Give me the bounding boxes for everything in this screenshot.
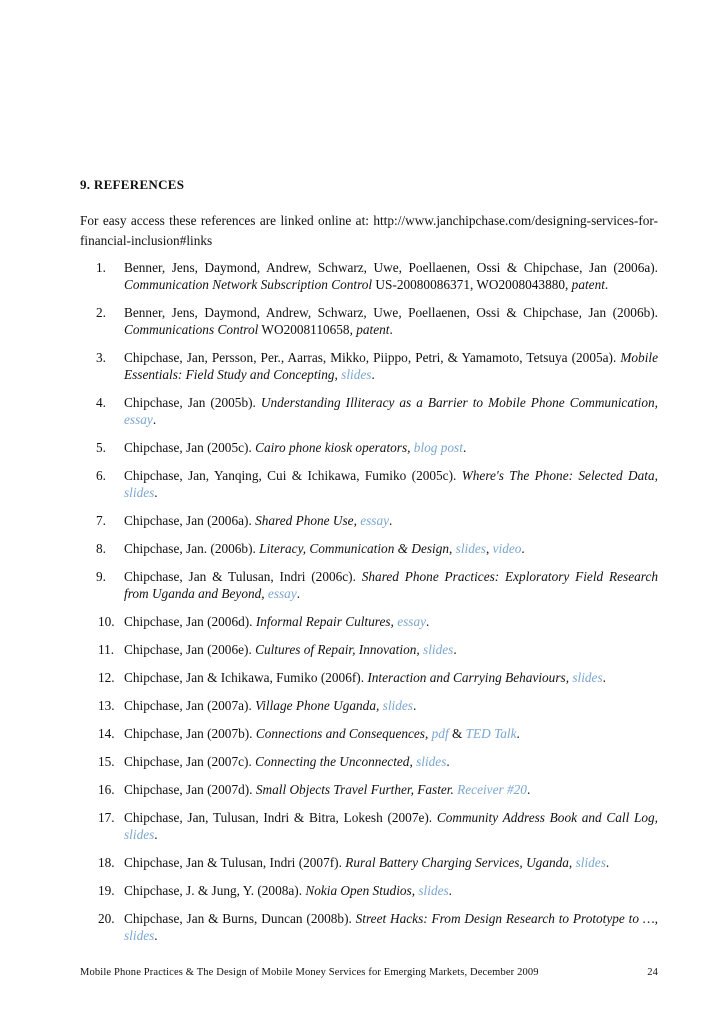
reference-title: Shared Phone Use bbox=[255, 513, 354, 528]
reference-item bbox=[80, 697, 658, 714]
reference-link[interactable]: slides bbox=[382, 698, 413, 713]
reference-title: Street Hacks: From Design Research to Prototype to … bbox=[355, 911, 655, 926]
reference-end: . bbox=[426, 614, 430, 629]
reference-number: 18. bbox=[98, 855, 115, 870]
reference-authors: Chipchase, Jan, Yanqing, Cui & Ichikawa, Fumiko (2005c). bbox=[124, 468, 462, 483]
reference-title: Literacy, Communication & Design bbox=[259, 541, 450, 556]
reference-authors: Benner, Jens, Daymond, Andrew, Schwarz, Uwe, Poellaenen, Ossi & Chipchase, Jan (2006b). bbox=[124, 305, 658, 320]
reference-title: Interaction and Carrying Behaviours bbox=[367, 670, 566, 685]
intro-paragraph: For easy access these references are linked online at: http://www.janchipchase.com/designing-services-for-financial-inclusion#links bbox=[80, 213, 658, 248]
reference-authors: Chipchase, Jan (2005c). bbox=[124, 440, 256, 455]
reference-separator: . bbox=[450, 782, 458, 797]
reference-number: 12. bbox=[98, 670, 115, 685]
reference-authors: Chipchase, Jan (2007d). bbox=[124, 782, 256, 797]
reference-authors: Chipchase, Jan (2006e). bbox=[124, 642, 256, 657]
reference-number: 17. bbox=[98, 810, 115, 825]
footer-text: Mobile Phone Practices & The Design of Mobile Money Services for Emerging Markets, December 2009 bbox=[80, 967, 539, 978]
reference-authors: Chipchase, Jan (2006a). bbox=[124, 513, 256, 528]
reference-type: patent bbox=[356, 322, 390, 337]
reference-end: . bbox=[604, 277, 609, 292]
reference-authors: Chipchase, Jan, Persson, Per., Aarras, Mikko, Piippo, Petri, & Yamamoto, Tetsuya (2005a). bbox=[124, 350, 621, 365]
reference-item bbox=[80, 304, 658, 338]
reference-number: 15. bbox=[98, 754, 115, 769]
reference-item bbox=[80, 781, 658, 798]
reference-number: 19. bbox=[98, 883, 115, 898]
reference-authors: Chipchase, Jan (2007b). bbox=[124, 726, 256, 741]
reference-item bbox=[80, 540, 658, 557]
reference-number: 1. bbox=[96, 260, 106, 275]
reference-number: 10. bbox=[98, 614, 115, 629]
reference-separator: , bbox=[654, 911, 658, 926]
reference-identifiers: WO2008110658, bbox=[258, 322, 357, 337]
reference-list bbox=[80, 259, 658, 955]
reference-title: Mobile Essentials: Field Study and Concepting bbox=[124, 350, 658, 382]
reference-link[interactable]: slides bbox=[455, 541, 486, 556]
reference-number: 6. bbox=[96, 468, 106, 483]
reference-title: Community Address Book and Call Log bbox=[436, 810, 655, 825]
reference-link[interactable]: slides bbox=[418, 883, 449, 898]
reference-title: Connections and Consequences bbox=[255, 726, 425, 741]
reference-number: 13. bbox=[98, 698, 115, 713]
reference-link[interactable]: slides bbox=[124, 928, 155, 943]
reference-end: . bbox=[462, 440, 467, 455]
reference-item bbox=[80, 725, 658, 742]
reference-authors: Chipchase, Jan (2007a). bbox=[124, 698, 256, 713]
reference-separator: , bbox=[353, 513, 361, 528]
reference-authors: Chipchase, Jan & Burns, Duncan (2008b). bbox=[124, 911, 356, 926]
reference-separator: , bbox=[390, 614, 398, 629]
reference-authors: Chipchase, Jan & Tulusan, Indri (2007f). bbox=[124, 855, 346, 870]
reference-number: 9. bbox=[96, 569, 106, 584]
reference-link[interactable]: slides bbox=[124, 827, 155, 842]
reference-title: Small Objects Travel Further, Faster bbox=[255, 782, 451, 797]
reference-number: 5. bbox=[96, 440, 106, 455]
reference-authors: Chipchase, Jan & Tulusan, Indri (2006c). bbox=[124, 569, 362, 584]
reference-number: 8. bbox=[96, 541, 106, 556]
reference-separator: , bbox=[407, 440, 414, 455]
reference-link[interactable]: essay bbox=[397, 614, 427, 629]
reference-end: . bbox=[152, 412, 157, 427]
reference-authors: Chipchase, Jan & Ichikawa, Fumiko (2006f). bbox=[124, 670, 368, 685]
reference-item bbox=[80, 568, 658, 602]
reference-number: 14. bbox=[98, 726, 115, 741]
reference-number: 11. bbox=[98, 642, 115, 657]
reference-link[interactable]: blog post bbox=[413, 440, 463, 455]
reference-item bbox=[80, 349, 658, 383]
reference-authors: Chipchase, Jan. (2006b). bbox=[124, 541, 260, 556]
reference-item bbox=[80, 809, 658, 843]
reference-end: . bbox=[154, 485, 158, 500]
reference-end: . bbox=[521, 541, 525, 556]
reference-end: . bbox=[296, 586, 301, 601]
reference-end: . bbox=[389, 322, 393, 337]
reference-end: . bbox=[371, 367, 375, 382]
reference-authors: Chipchase, J. & Jung, Y. (2008a). bbox=[124, 883, 306, 898]
reference-item bbox=[80, 669, 658, 686]
reference-end: . bbox=[526, 782, 531, 797]
reference-end: . bbox=[389, 513, 393, 528]
reference-link[interactable]: slides bbox=[416, 754, 447, 769]
reference-number: 4. bbox=[96, 395, 106, 410]
reference-link[interactable]: slides bbox=[423, 642, 454, 657]
reference-title: Rural Battery Charging Services, Uganda bbox=[345, 855, 569, 870]
reference-end: . bbox=[154, 827, 158, 842]
reference-authors: Chipchase, Jan (2006d). bbox=[124, 614, 256, 629]
reference-separator: , bbox=[565, 670, 573, 685]
reference-link[interactable]: slides bbox=[575, 855, 606, 870]
reference-authors: Chipchase, Jan, Tulusan, Indri & Bitra, Lokesh (2007e). bbox=[124, 810, 437, 825]
reference-separator: & bbox=[448, 726, 466, 741]
reference-number: 20. bbox=[98, 911, 115, 926]
reference-end: . bbox=[446, 754, 450, 769]
reference-end: . bbox=[154, 928, 158, 943]
reference-link[interactable]: pdf bbox=[431, 726, 449, 741]
reference-title: Village Phone Uganda bbox=[255, 698, 376, 713]
reference-separator: , bbox=[416, 642, 424, 657]
reference-separator: , bbox=[485, 541, 493, 556]
reference-separator: , bbox=[568, 855, 576, 870]
reference-separator: , bbox=[654, 468, 658, 483]
reference-end: . bbox=[516, 726, 520, 741]
reference-link[interactable]: essay bbox=[124, 412, 153, 427]
reference-item bbox=[80, 641, 658, 658]
reference-number: 3. bbox=[96, 350, 106, 365]
reference-separator: , bbox=[424, 726, 432, 741]
reference-link[interactable]: video bbox=[492, 541, 522, 556]
reference-separator: , bbox=[654, 395, 658, 410]
reference-item bbox=[80, 613, 658, 630]
reference-item bbox=[80, 259, 658, 293]
reference-end: . bbox=[453, 642, 457, 657]
reference-authors: Chipchase, Jan (2007c). bbox=[124, 754, 256, 769]
reference-identifiers: US-20080086371, WO2008043880, bbox=[372, 277, 572, 292]
reference-separator: , bbox=[409, 754, 417, 769]
reference-separator: , bbox=[375, 698, 383, 713]
reference-item bbox=[80, 882, 658, 899]
reference-title: Shared Phone Practices: Exploratory Field Research from Uganda and Beyond bbox=[124, 569, 658, 601]
reference-link[interactable]: TED Talk bbox=[465, 726, 517, 741]
reference-authors: Chipchase, Jan (2005b). bbox=[124, 395, 261, 410]
reference-title: Where's The Phone: Selected Data bbox=[461, 468, 655, 483]
reference-separator: , bbox=[334, 367, 342, 382]
page-number: 24 bbox=[647, 967, 658, 978]
reference-link[interactable]: slides bbox=[341, 367, 372, 382]
reference-item bbox=[80, 439, 658, 456]
reference-separator: , bbox=[449, 541, 456, 556]
reference-title: Nokia Open Studios bbox=[305, 883, 412, 898]
reference-link[interactable]: Receiver #20 bbox=[457, 782, 527, 797]
reference-title: Cultures of Repair, Innovation bbox=[255, 642, 417, 657]
reference-title: Understanding Illiteracy as a Barrier to Mobile Phone Communication bbox=[260, 395, 655, 410]
reference-item bbox=[80, 394, 658, 428]
reference-number: 7. bbox=[96, 513, 106, 528]
reference-end: . bbox=[448, 883, 452, 898]
reference-item bbox=[80, 910, 658, 944]
reference-item bbox=[80, 467, 658, 501]
reference-end: . bbox=[602, 670, 606, 685]
reference-end: . bbox=[605, 855, 610, 870]
reference-authors: Benner, Jens, Daymond, Andrew, Schwarz, Uwe, Poellaenen, Ossi & Chipchase, Jan (2006a). bbox=[124, 260, 658, 275]
reference-title: Connecting the Unconnected bbox=[255, 754, 410, 769]
reference-separator: , bbox=[411, 883, 419, 898]
reference-title: Communications Control bbox=[124, 322, 259, 337]
reference-link[interactable]: slides bbox=[124, 485, 155, 500]
reference-link[interactable]: slides bbox=[572, 670, 603, 685]
reference-item bbox=[80, 512, 658, 529]
reference-separator: , bbox=[654, 810, 658, 825]
reference-type: patent bbox=[571, 277, 605, 292]
reference-title: Informal Repair Cultures bbox=[255, 614, 391, 629]
reference-link[interactable]: essay bbox=[360, 513, 390, 528]
reference-link[interactable]: essay bbox=[267, 586, 297, 601]
page-footer bbox=[80, 967, 658, 978]
reference-title: Cairo phone kiosk operators bbox=[255, 440, 408, 455]
reference-number: 16. bbox=[98, 782, 115, 797]
reference-item bbox=[80, 753, 658, 770]
section-heading: 9. REFERENCES bbox=[80, 177, 185, 192]
reference-end: . bbox=[412, 698, 417, 713]
reference-title: Communication Network Subscription Control bbox=[124, 277, 373, 292]
reference-separator: , bbox=[261, 586, 268, 601]
reference-item bbox=[80, 854, 658, 871]
reference-number: 2. bbox=[96, 305, 106, 320]
